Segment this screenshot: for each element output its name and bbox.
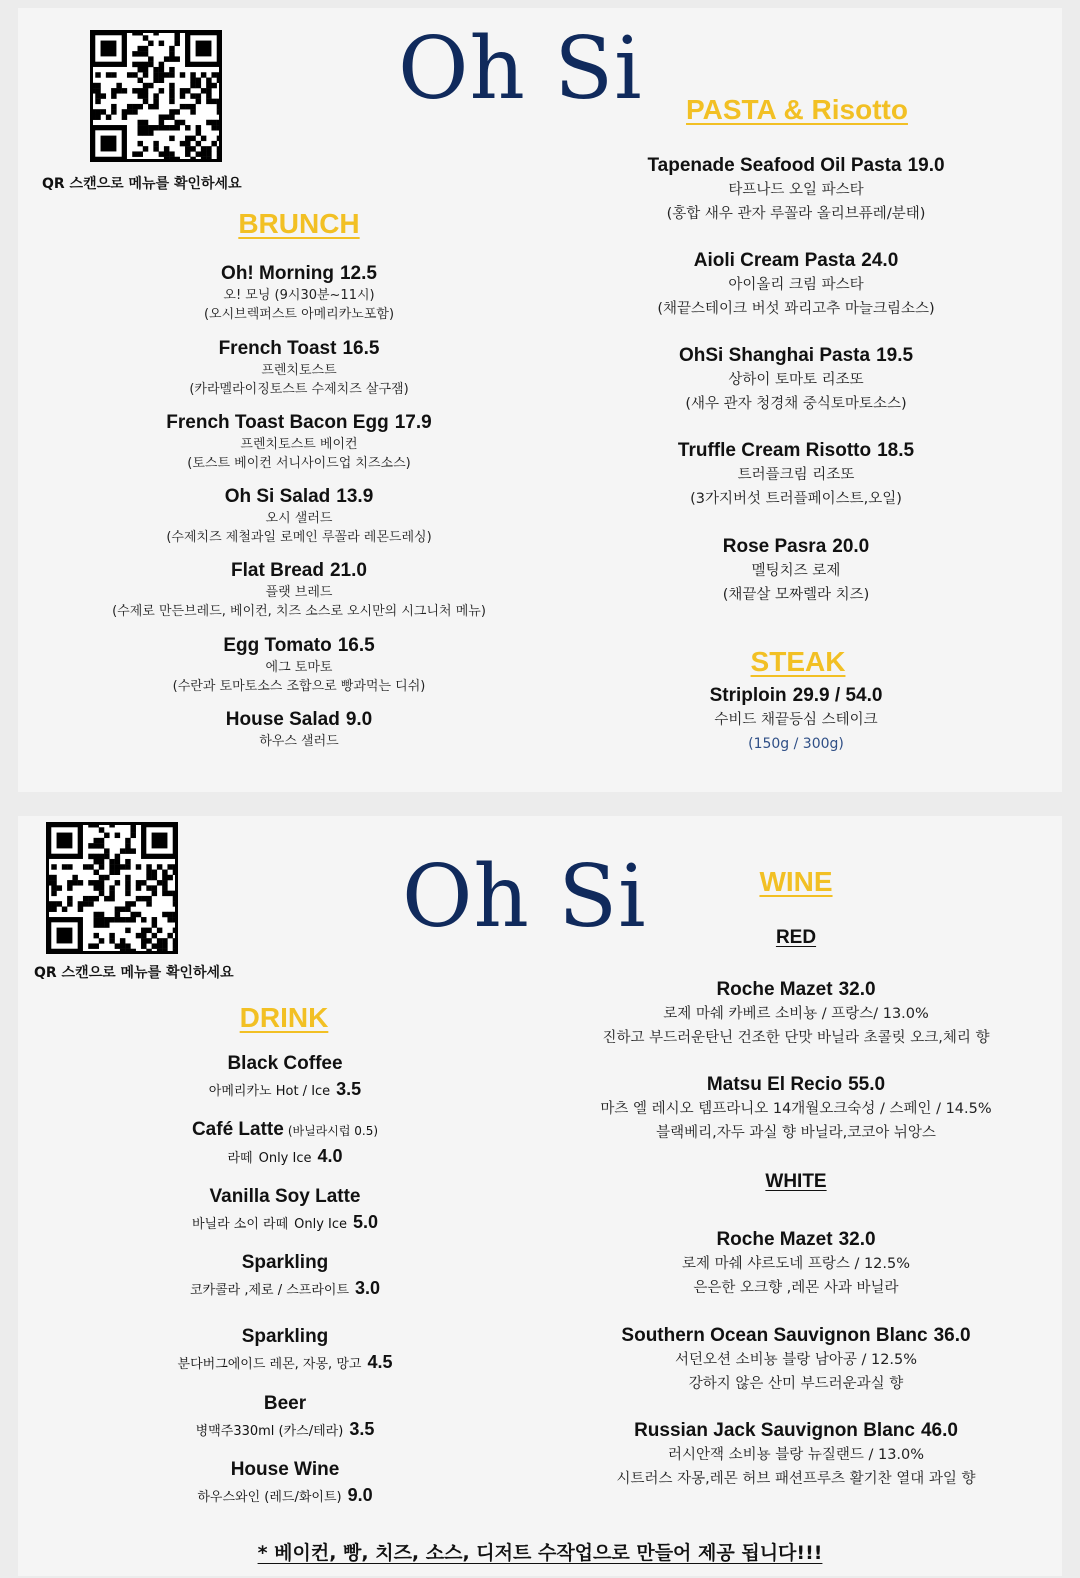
item-price: 3.0: [355, 1278, 381, 1298]
item-description: (채끝스테이크 버섯 꽈리고추 마늘크림소스): [657, 301, 935, 317]
item-name: Tapenade Seafood Oil Pasta: [647, 155, 902, 176]
section-title-steak: STEAK: [750, 646, 846, 677]
item-name: Flat Bread: [231, 560, 324, 581]
section-title-brunch: BRUNCH: [238, 208, 360, 239]
item-price: 9.0: [347, 1485, 373, 1505]
menu-item: [58, 485, 540, 547]
item-name: Roche Mazet: [716, 979, 833, 1000]
item-description: (채끝살 모짜렐라 치즈): [722, 587, 870, 603]
item-korean-name: 분다버그에이드 레몬, 자몽, 망고: [177, 1357, 362, 1372]
item-name: Rose Pasra: [722, 536, 827, 557]
item-price: 46.0: [920, 1420, 958, 1441]
item-price: 19.5: [876, 345, 914, 366]
menu-item: [54, 1118, 516, 1172]
item-korean-name: 플랫 브레드: [265, 585, 333, 600]
item-name: French Toast Bacon Egg: [166, 412, 389, 433]
item-description: 은은한 오크향 ,레몬 사과 바닐라: [693, 1280, 899, 1296]
menu-item: [54, 1251, 516, 1304]
brand-logo: Oh Si: [398, 19, 643, 119]
menu-item: [578, 439, 1014, 511]
wine-item: [558, 1073, 1034, 1145]
item-name: Striploin: [709, 685, 787, 706]
menu-item: [58, 559, 540, 621]
item-korean-name: 트러플크림 리조또: [737, 467, 855, 483]
item-korean-name: 로제 마쉐 카베르 소비뇽 / 프랑스/ 13.0%: [663, 1006, 929, 1022]
item-korean-name: 오! 모닝 (9시30분~11시): [223, 288, 375, 303]
item-name: Café Latte: [191, 1119, 284, 1140]
qr-code-image[interactable]: [90, 30, 222, 162]
item-price: 21.0: [329, 560, 367, 581]
item-name: Truffle Cream Risotto: [677, 440, 872, 461]
item-name: Beer: [263, 1393, 307, 1414]
item-price: 4.0: [317, 1146, 343, 1166]
item-korean-name: 수비드 채끝등심 스테이크: [714, 712, 878, 728]
item-korean-name: 하우스 샐러드: [259, 734, 339, 749]
item-description: (수란과 토마토소스 조합으로 빵과먹는 디쉬): [172, 679, 426, 694]
item-name: Vanilla Soy Latte: [209, 1186, 361, 1207]
item-name: Roche Mazet: [716, 1229, 833, 1250]
section-title-wine: WINE: [759, 866, 833, 897]
qr-caption: QR 스캔으로 메뉴를 확인하세요: [42, 176, 242, 192]
menu-item: [54, 1052, 516, 1105]
menu-item: [54, 1325, 516, 1378]
item-price: 18.5: [877, 440, 915, 461]
item-price: 3.5: [336, 1079, 362, 1099]
item-price: 36.0: [933, 1325, 971, 1346]
item-korean-name: 바닐라 소이 라떼: [191, 1217, 289, 1232]
wine-red-label: RED: [775, 927, 817, 948]
item-korean-name: 프렌치토스트: [261, 363, 337, 378]
menu-item: [578, 249, 1014, 321]
item-korean-name: 상하이 토마토 리조또: [728, 372, 864, 388]
item-name: Matsu El Recio: [706, 1074, 843, 1095]
menu-item: [58, 708, 540, 751]
menu-item: [578, 344, 1014, 416]
item-korean-name: 아메리카노 Hot / Ice: [208, 1084, 331, 1099]
item-name: Oh! Morning: [221, 263, 334, 284]
food-menu-card: [18, 8, 1062, 792]
item-korean-name: 라떼: [227, 1151, 253, 1166]
item-price: 4.5: [367, 1352, 393, 1372]
drink-menu-card: [18, 816, 1062, 1576]
menu-item: [578, 154, 1014, 226]
item-description: (3가지버섯 트러플페이스트,오일): [690, 491, 902, 507]
item-price: 32.0: [838, 979, 876, 1000]
item-korean-name: 오시 샐러드: [265, 511, 333, 526]
item-korean-name: 코카콜라 ,제로 / 스프라이트: [189, 1283, 350, 1298]
wine-item: [558, 1324, 1034, 1396]
pasta-list: [578, 154, 1014, 634]
item-korean-name: 아이올리 크림 파스타: [728, 277, 864, 293]
wine-list: [558, 978, 1034, 1498]
item-name: Egg Tomato: [223, 635, 332, 656]
item-name: Oh Si Salad: [224, 486, 331, 507]
item-price: 19.0: [907, 155, 945, 176]
item-description: (카라멜라이징토스트 수제치즈 살구잼): [189, 382, 409, 397]
item-name: House Salad: [225, 709, 340, 730]
item-price: 12.5: [339, 263, 377, 284]
qr-code-image[interactable]: [46, 822, 178, 954]
steak-list: [578, 684, 1014, 764]
drink-list: [54, 1052, 516, 1522]
item-price: 9.0: [345, 709, 373, 730]
brand-logo: Oh Si: [402, 847, 647, 947]
item-price: 16.5: [337, 635, 375, 656]
item-description: 진하고 부드러운탄닌 건조한 단맛 바닐라 초콜릿 오크,체리 향: [602, 1030, 990, 1046]
item-korean-name: 로제 마쉐 샤르도네 프랑스 / 12.5%: [681, 1256, 911, 1272]
menu-item: [58, 262, 540, 324]
item-price: 32.0: [838, 1229, 876, 1250]
item-price: 5.0: [353, 1212, 379, 1232]
item-korean-name: 타프나드 오일 파스타: [728, 182, 864, 198]
menu-item: [58, 337, 540, 399]
item-korean-name: 하우스와인 (레드/화이트): [197, 1490, 342, 1505]
item-option: Only Ice: [258, 1151, 312, 1166]
wine-item: [558, 1419, 1034, 1491]
item-price: 13.9: [336, 486, 374, 507]
item-price: 16.5: [342, 338, 380, 359]
item-price: 3.5: [349, 1419, 375, 1439]
menu-item: [58, 634, 540, 696]
menu-item: [54, 1392, 516, 1445]
item-price: 20.0: [832, 536, 870, 557]
item-korean-name: 서던오션 소비뇽 블랑 남아공 / 12.5%: [674, 1352, 918, 1368]
item-description: (수제로 만든브레드, 베이컨, 치즈 소스로 오시만의 시그니처 메뉴): [112, 604, 486, 619]
item-price: 55.0: [848, 1074, 886, 1095]
item-name: OhSi Shanghai Pasta: [678, 345, 871, 366]
item-option: Only Ice: [294, 1217, 348, 1232]
item-name: Russian Jack Sauvignon Blanc: [634, 1420, 915, 1441]
item-name: Black Coffee: [227, 1053, 343, 1074]
item-price: 17.9: [394, 412, 432, 433]
menu-item: [54, 1458, 516, 1511]
item-description: (새우 관자 청경채 중식토마토소스): [685, 396, 907, 412]
section-title-drink: DRINK: [239, 1002, 329, 1033]
item-note: (바닐라시럽 0.5): [287, 1124, 379, 1138]
item-name: Aioli Cream Pasta: [693, 250, 856, 271]
item-name: House Wine: [230, 1459, 340, 1480]
handmade-footer-note: * 베이컨, 빵, 치즈, 소스, 디저트 수작업으로 만들어 제공 됩니다!!!: [257, 1542, 823, 1564]
menu-item: [578, 684, 1014, 756]
item-korean-name: 러시안잭 소비뇽 블랑 뉴질랜드 / 13.0%: [667, 1447, 925, 1463]
item-price: 29.9 / 54.0: [792, 685, 883, 706]
menu-item: [54, 1185, 516, 1238]
wine-item: [558, 1228, 1034, 1300]
item-price: 24.0: [861, 250, 899, 271]
item-description: 강하지 않은 산미 부드러운과실 향: [688, 1376, 904, 1392]
item-korean-name: 멜팅치즈 로제: [751, 563, 841, 579]
item-name: Southern Ocean Sauvignon Blanc: [621, 1325, 928, 1346]
item-description: 블랙베리,자두 과실 향 바닐라,코코아 뉘앙스: [656, 1125, 936, 1141]
item-name: French Toast: [218, 338, 337, 359]
item-korean-name: 프렌치토스트 베이컨: [240, 437, 358, 452]
wine-item: [558, 978, 1034, 1050]
item-korean-name: 에그 토마토: [265, 660, 333, 675]
item-korean-name: 병맥주330ml (카스/테라): [195, 1424, 344, 1439]
item-description: (수제치즈 제철과일 로메인 루꼴라 레몬드레싱): [166, 530, 432, 545]
item-description: (토스트 베이컨 서니사이드업 치즈소스): [187, 456, 411, 471]
item-korean-name: 마츠 엘 레시오 템프라니오 14개월오크숙성 / 스페인 / 14.5%: [600, 1101, 992, 1117]
item-name: Sparkling: [241, 1326, 329, 1347]
section-title-pasta: PASTA & Risotto: [686, 94, 908, 125]
menu-item: [578, 535, 1014, 607]
wine-white-label: WHITE: [765, 1171, 827, 1192]
item-description: (홍합 새우 관자 루꼴라 올리브퓨레/분태): [666, 206, 926, 222]
menu-item: [58, 411, 540, 473]
item-description: (오시브렉퍼스트 아메리카노포함): [203, 307, 395, 322]
item-description: (150g / 300g): [748, 736, 844, 752]
item-name: Sparkling: [241, 1252, 329, 1273]
qr-caption: QR 스캔으로 메뉴를 확인하세요: [34, 965, 234, 981]
brunch-list: [58, 262, 540, 762]
item-description: 시트러스 자몽,레몬 허브 패션프루츠 활기찬 열대 과일 향: [616, 1471, 976, 1487]
